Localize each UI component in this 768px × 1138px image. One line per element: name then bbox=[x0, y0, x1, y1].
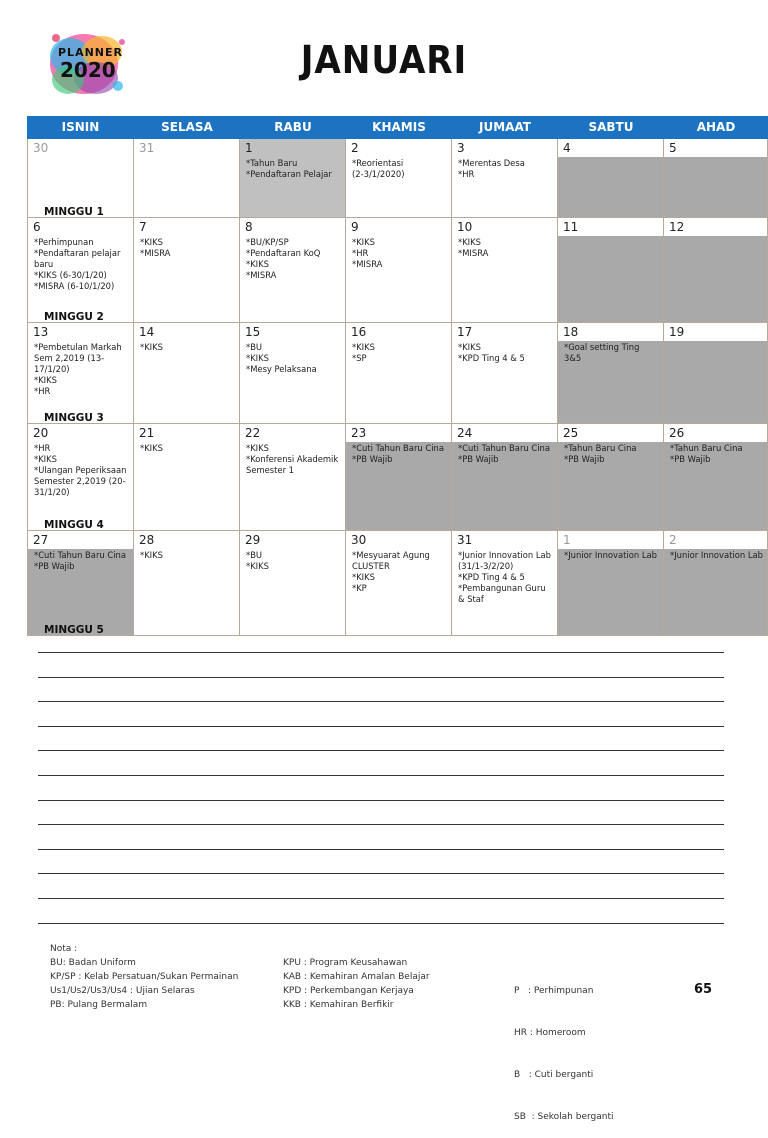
weekday-label: JUMAAT bbox=[479, 120, 531, 134]
day-events: *KIKS *KPD Ting 4 & 5 bbox=[458, 342, 525, 363]
weekday-label: ISNIN bbox=[61, 120, 100, 134]
legend-item: Us1/Us2/Us3/Us4 : Ujian Selaras bbox=[50, 986, 195, 996]
day-number: 19 bbox=[664, 323, 767, 341]
day-number: 2 bbox=[664, 531, 767, 549]
legend-column-2 bbox=[283, 956, 430, 1012]
day-events: *HR *KIKS *Ulangan Peperiksaan Semester 2,2019 (20-31/1/20) bbox=[34, 443, 127, 497]
day-events: *Merentas Desa *HR bbox=[458, 158, 525, 179]
day-cell[interactable] bbox=[346, 139, 452, 217]
day-number: 31 bbox=[139, 141, 155, 155]
note-line[interactable] bbox=[38, 726, 724, 727]
page-number: 65 bbox=[694, 982, 713, 997]
day-cell[interactable] bbox=[240, 424, 346, 530]
day-number: 23 bbox=[346, 424, 451, 442]
day-number: 9 bbox=[351, 220, 359, 234]
legend-item: BU: Badan Uniform bbox=[50, 958, 136, 968]
day-number: 21 bbox=[139, 426, 155, 440]
day-events: *KIKS *Konferensi Akademik Semester 1 bbox=[246, 443, 339, 475]
note-line[interactable] bbox=[38, 923, 724, 924]
weekday-label: KHAMIS bbox=[372, 120, 426, 134]
week-label: MINGGU 1 bbox=[44, 206, 104, 217]
day-cell[interactable] bbox=[240, 323, 346, 423]
day-cell[interactable] bbox=[134, 218, 240, 322]
month-title: JANUARI bbox=[300, 38, 468, 82]
day-events: *BU *KIKS bbox=[246, 550, 269, 571]
day-cell[interactable] bbox=[664, 323, 768, 423]
legend-heading: Nota : bbox=[50, 944, 78, 954]
day-cell[interactable] bbox=[558, 424, 664, 530]
day-number: 7 bbox=[139, 220, 147, 234]
day-cell[interactable] bbox=[346, 531, 452, 635]
day-number: 20 bbox=[33, 426, 49, 440]
day-cell[interactable] bbox=[346, 424, 452, 530]
legend-item: KP/SP : Kelab Persatuan/Sukan Permainan bbox=[50, 972, 239, 982]
week-label: MINGGU 5 bbox=[44, 624, 104, 635]
calendar-week-row bbox=[27, 424, 768, 531]
day-events: *KIKS bbox=[140, 342, 163, 352]
day-events: *Cuti Tahun Baru Cina *PB Wajib bbox=[458, 443, 550, 464]
day-cell[interactable] bbox=[134, 323, 240, 423]
day-events: *KIKS bbox=[140, 550, 163, 560]
calendar-week-row bbox=[27, 218, 768, 323]
logo-text-planner: PLANNER bbox=[58, 46, 123, 59]
day-number: 25 bbox=[558, 424, 663, 442]
day-cell[interactable] bbox=[134, 139, 240, 217]
day-cell[interactable] bbox=[452, 323, 558, 423]
day-cell[interactable] bbox=[27, 218, 134, 322]
day-cell[interactable] bbox=[27, 424, 134, 530]
day-events: *Perhimpunan *Pendaftaran pelajar baru *KIKS (6-30/1/20) *MISRA (6-10/1/20) bbox=[34, 237, 121, 291]
day-number: 31 bbox=[457, 533, 473, 547]
day-cell[interactable] bbox=[134, 531, 240, 635]
weekday-header bbox=[27, 116, 768, 139]
day-events: *Junior Innovation Lab bbox=[564, 550, 657, 560]
day-cell[interactable] bbox=[240, 139, 346, 217]
week-label: MINGGU 3 bbox=[44, 412, 104, 423]
day-cell[interactable] bbox=[664, 139, 768, 217]
note-line[interactable] bbox=[38, 873, 724, 874]
note-line[interactable] bbox=[38, 898, 724, 899]
day-number: 18 bbox=[558, 323, 663, 341]
legend-item: B : Cuti berganti bbox=[514, 1070, 594, 1080]
day-cell[interactable] bbox=[558, 218, 664, 322]
day-number: 12 bbox=[664, 218, 767, 236]
day-number: 24 bbox=[452, 424, 557, 442]
day-cell[interactable] bbox=[664, 218, 768, 322]
note-line[interactable] bbox=[38, 800, 724, 801]
day-number: 6 bbox=[33, 220, 41, 234]
note-line[interactable] bbox=[38, 677, 724, 678]
day-number: 3 bbox=[457, 141, 465, 155]
day-cell[interactable] bbox=[27, 139, 134, 217]
logo-text-year: 2020 bbox=[60, 58, 116, 82]
day-cell[interactable] bbox=[240, 531, 346, 635]
day-events: *KIKS *SP bbox=[352, 342, 375, 363]
day-events: *Pembetulan Markah Sem 2,2019 (13-17/1/20) *KIKS *HR bbox=[34, 342, 122, 396]
day-cell[interactable] bbox=[558, 139, 664, 217]
day-cell[interactable] bbox=[558, 323, 664, 423]
day-cell[interactable] bbox=[27, 323, 134, 423]
day-events: *Cuti Tahun Baru Cina *PB Wajib bbox=[352, 443, 444, 464]
calendar-week-row bbox=[27, 139, 768, 218]
legend-item: KAB : Kemahiran Amalan Belajar bbox=[283, 972, 430, 982]
day-events: *Reorientasi (2-3/1/2020) bbox=[352, 158, 405, 179]
note-line[interactable] bbox=[38, 775, 724, 776]
day-number: 28 bbox=[139, 533, 155, 547]
day-number: 16 bbox=[351, 325, 367, 339]
day-number: 15 bbox=[245, 325, 261, 339]
day-events: *Tahun Baru Cina *PB Wajib bbox=[564, 443, 637, 464]
legend-item: P : Perhimpunan bbox=[514, 986, 594, 996]
day-cell[interactable] bbox=[664, 531, 768, 635]
weekday-label: SABTU bbox=[588, 120, 634, 134]
notes-lines bbox=[38, 652, 724, 947]
day-cell[interactable] bbox=[134, 424, 240, 530]
day-events: *BU *KIKS *Mesy Pelaksana bbox=[246, 342, 317, 374]
day-cell[interactable] bbox=[452, 218, 558, 322]
legend-item: KPU : Program Keusahawan bbox=[283, 958, 408, 968]
day-events: *Goal setting Ting 3&5 bbox=[564, 342, 640, 363]
legend-item: SB : Sekolah berganti bbox=[514, 1112, 614, 1122]
week-label: MINGGU 4 bbox=[44, 519, 104, 530]
day-events: *BU/KP/SP *Pendaftaran KoQ *KIKS *MISRA bbox=[246, 237, 321, 280]
weekday-label: SELASA bbox=[161, 120, 213, 134]
day-events: *KIKS *HR *MISRA bbox=[352, 237, 383, 269]
day-events: *Junior Innovation Lab bbox=[670, 550, 763, 560]
day-events: *Mesyuarat Agung CLUSTER *KIKS *KP bbox=[352, 550, 430, 593]
day-number: 26 bbox=[664, 424, 767, 442]
day-events: *KIKS *MISRA bbox=[458, 237, 489, 258]
day-cell[interactable] bbox=[558, 531, 664, 635]
day-cell[interactable] bbox=[346, 218, 452, 322]
day-number: 11 bbox=[558, 218, 663, 236]
day-cell[interactable] bbox=[27, 531, 134, 635]
day-number: 5 bbox=[664, 139, 767, 157]
calendar-grid bbox=[27, 116, 768, 636]
weekday-label: RABU bbox=[274, 120, 312, 134]
day-number: 17 bbox=[457, 325, 473, 339]
day-number: 13 bbox=[33, 325, 49, 339]
day-cell[interactable] bbox=[452, 424, 558, 530]
day-number: 30 bbox=[351, 533, 367, 547]
note-line[interactable] bbox=[38, 824, 724, 825]
legend-item: PB: Pulang Bermalam bbox=[50, 1000, 148, 1010]
legend-item: KKB : Kemahiran Berfikir bbox=[283, 1000, 394, 1010]
legend-item: KPD : Perkembangan Kerjaya bbox=[283, 986, 414, 996]
day-events: *Tahun Baru *Pendaftaran Pelajar bbox=[246, 158, 332, 179]
legend-column-1 bbox=[50, 956, 238, 1012]
day-number: 29 bbox=[245, 533, 261, 547]
day-events: *Tahun Baru Cina *PB Wajib bbox=[670, 443, 743, 464]
legend-item: HR : Homeroom bbox=[514, 1028, 586, 1038]
calendar-week-row bbox=[27, 531, 768, 636]
day-cell[interactable] bbox=[452, 531, 558, 635]
day-number: 22 bbox=[245, 426, 261, 440]
note-line[interactable] bbox=[38, 750, 724, 751]
calendar-week-row bbox=[27, 323, 768, 424]
legend-column-3 bbox=[514, 956, 613, 1138]
day-number: 30 bbox=[33, 141, 49, 155]
day-cell[interactable] bbox=[346, 323, 452, 423]
note-line[interactable] bbox=[38, 849, 724, 850]
day-cell[interactable] bbox=[452, 139, 558, 217]
day-events: *KIKS bbox=[140, 443, 163, 453]
day-events: *KIKS *MISRA bbox=[140, 237, 171, 258]
note-line[interactable] bbox=[38, 701, 724, 702]
day-number: 1 bbox=[558, 531, 663, 549]
day-events: *Junior Innovation Lab (31/1-3/2/20) *KPD Ting 4 & 5 *Pembangunan Guru & Staf bbox=[458, 550, 551, 604]
day-number: 14 bbox=[139, 325, 155, 339]
day-events: *Cuti Tahun Baru Cina *PB Wajib bbox=[34, 550, 126, 571]
day-number: 4 bbox=[558, 139, 663, 157]
weekday-label: AHAD bbox=[696, 120, 736, 134]
day-number: 10 bbox=[457, 220, 473, 234]
day-number: 2 bbox=[351, 141, 359, 155]
day-number: 8 bbox=[245, 220, 253, 234]
week-label: MINGGU 2 bbox=[44, 311, 104, 322]
day-number: 27 bbox=[28, 531, 133, 549]
day-cell[interactable] bbox=[240, 218, 346, 322]
day-cell[interactable] bbox=[664, 424, 768, 530]
note-line[interactable] bbox=[38, 652, 724, 653]
day-number: 1 bbox=[245, 141, 253, 155]
